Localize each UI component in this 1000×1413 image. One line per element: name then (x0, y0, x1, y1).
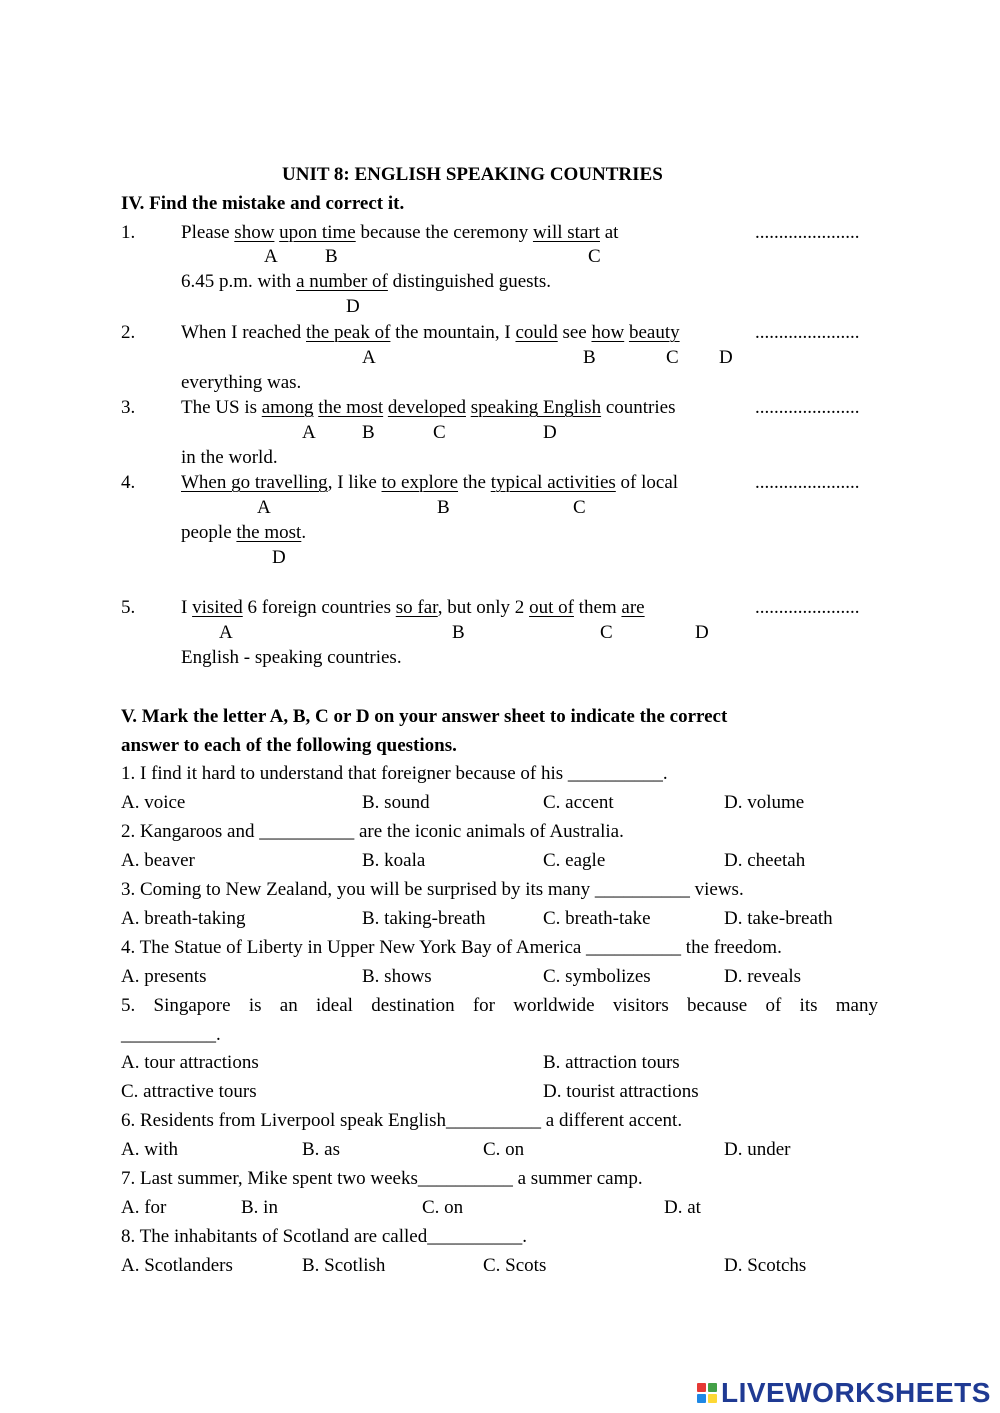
iv-q4-answer-blank[interactable]: ...................... (755, 472, 860, 493)
label-c: C (588, 246, 601, 267)
v-q4-option-a[interactable]: A. presents (121, 966, 207, 987)
v-q1-option-c[interactable]: C. accent (543, 792, 614, 813)
iv-q4-line1 (181, 473, 678, 492)
option-d-underlined: are (621, 597, 645, 618)
v-q4-option-c[interactable]: C. symbolizes (543, 966, 651, 987)
label-b: B (452, 622, 465, 643)
v-q6-text: 6. Residents from Liverpool speak English__________ a different accent. (121, 1110, 683, 1131)
v-q8-option-c[interactable]: C. Scots (483, 1255, 547, 1276)
v-q5-option-d[interactable]: D. tourist attractions (543, 1081, 699, 1102)
section-v-heading-line2: answer to each of the following questions. (121, 735, 457, 756)
v-q7-option-b[interactable]: B. in (241, 1197, 278, 1218)
text: them (573, 597, 622, 618)
iv-q4-number: 4. (121, 472, 136, 493)
label-d: D (346, 296, 360, 317)
logo-square (708, 1394, 717, 1403)
option-c-underlined: will start (532, 222, 600, 243)
option-b-underlined: upon time (279, 222, 356, 243)
liveworksheets-logo-text: LIVEWORKSHEETS (721, 1377, 991, 1408)
label-b: B (362, 422, 375, 443)
label-d: D (719, 347, 733, 368)
option-d-underlined: beauty (628, 322, 680, 343)
v-q5-option-c[interactable]: C. attractive tours (121, 1081, 257, 1102)
v-q5-text-line1: 5. Singapore is an ideal destination for worldwide visitors because of its many (121, 995, 878, 1016)
v-q1-option-b[interactable]: B. sound (362, 792, 430, 813)
v-q7-text: 7. Last summer, Mike spent two weeks__________ a summer camp. (121, 1168, 643, 1189)
v-q1-option-a[interactable]: A. voice (121, 792, 186, 813)
text: The US is (181, 397, 262, 418)
v-q5-text-line2: __________. (121, 1024, 221, 1045)
iv-q1-line1 (181, 223, 618, 242)
text: at (599, 222, 619, 243)
option-b-underlined: to explore (381, 472, 459, 493)
v-q8-option-d[interactable]: D. Scotchs (724, 1255, 807, 1276)
iv-q5-line2: English - speaking countries. (181, 647, 402, 668)
iv-q4-line2 (181, 523, 306, 542)
v-q2-option-a[interactable]: A. beaver (121, 850, 195, 871)
option-c-underlined: typical activities (490, 472, 616, 493)
text: I (181, 597, 193, 618)
v-q5-option-b[interactable]: B. attraction tours (543, 1052, 680, 1073)
iv-q2-line1 (181, 323, 680, 342)
v-q3-option-a[interactable]: A. breath-taking (121, 908, 246, 929)
v-q6-option-a[interactable]: A. with (121, 1139, 178, 1160)
label-d: D (695, 622, 709, 643)
v-q4-option-b[interactable]: B. shows (362, 966, 432, 987)
iv-q3-line1 (181, 398, 675, 417)
page-title: UNIT 8: ENGLISH SPEAKING COUNTRIES (282, 164, 663, 185)
option-c-underlined: out of (529, 597, 574, 618)
v-q8-text: 8. The inhabitants of Scotland are called__________. (121, 1226, 527, 1247)
option-c-underlined: developed (387, 397, 466, 418)
v-q3-option-c[interactable]: C. breath-take (543, 908, 651, 929)
option-c-underlined: how (591, 322, 625, 343)
v-q5-option-a[interactable]: A. tour attractions (121, 1052, 259, 1073)
text: people (181, 522, 237, 543)
iv-q1-number: 1. (121, 222, 136, 243)
v-q7-option-d[interactable]: D. at (664, 1197, 701, 1218)
logo-square (697, 1394, 706, 1403)
v-q3-option-b[interactable]: B. taking-breath (362, 908, 486, 929)
v-q2-option-c[interactable]: C. eagle (543, 850, 606, 871)
v-q2-option-b[interactable]: B. koala (362, 850, 426, 871)
label-a: A (264, 246, 278, 267)
text: . (301, 522, 307, 543)
option-b-underlined: could (515, 322, 558, 343)
label-d: D (543, 422, 557, 443)
section-iv-heading: IV. Find the mistake and correct it. (121, 193, 405, 214)
text: , I like (327, 472, 382, 493)
option-a-underlined: show (234, 222, 275, 243)
label-a: A (219, 622, 233, 643)
option-d-underlined: the most (236, 522, 302, 543)
text: distinguished guests. (387, 271, 551, 292)
v-q2-option-d[interactable]: D. cheetah (724, 850, 806, 871)
v-q6-option-d[interactable]: D. under (724, 1139, 791, 1160)
logo-square (697, 1383, 706, 1392)
option-a-underlined: visited (192, 597, 243, 618)
v-q6-option-b[interactable]: B. as (302, 1139, 340, 1160)
label-a: A (257, 497, 271, 518)
iv-q5-answer-blank[interactable]: ...................... (755, 597, 860, 618)
text: Please (181, 222, 235, 243)
v-q3-option-d[interactable]: D. take-breath (724, 908, 833, 929)
text: 6.45 p.m. with (181, 271, 297, 292)
text: because the ceremony (355, 222, 533, 243)
v-q7-option-c[interactable]: C. on (422, 1197, 464, 1218)
label-b: B (437, 497, 450, 518)
option-a-underlined: the peak of (306, 322, 391, 343)
v-q6-option-c[interactable]: C. on (483, 1139, 525, 1160)
option-a-underlined: among (261, 397, 314, 418)
text: countries (601, 397, 676, 418)
text: When I reached (181, 322, 307, 343)
label-c: C (666, 347, 679, 368)
iv-q2-line2: everything was. (181, 372, 302, 393)
label-b: B (583, 347, 596, 368)
option-b-underlined: the most (318, 397, 384, 418)
label-d: D (272, 547, 286, 568)
logo-square (708, 1383, 717, 1392)
v-q1-text: 1. I find it hard to understand that foreigner because of his __________. (121, 763, 668, 784)
iv-q5-number: 5. (121, 597, 136, 618)
label-b: B (325, 246, 338, 267)
option-d-underlined: speaking English (470, 397, 602, 418)
iv-q5-line1 (181, 598, 645, 617)
option-b-underlined: so far (395, 597, 438, 618)
iv-q2-answer-blank[interactable]: ...................... (755, 322, 860, 343)
v-q3-text: 3. Coming to New Zealand, you will be surprised by its many __________ views. (121, 879, 744, 900)
option-a-underlined: When go travelling (181, 472, 328, 493)
v-q2-text: 2. Kangaroos and __________ are the iconic animals of Australia. (121, 821, 624, 842)
label-a: A (302, 422, 316, 443)
iv-q1-answer-blank[interactable]: ...................... (755, 222, 860, 243)
text: , but only 2 (437, 597, 530, 618)
label-c: C (600, 622, 613, 643)
iv-q3-number: 3. (121, 397, 136, 418)
option-d-underlined: a number of (296, 271, 388, 292)
label-c: C (433, 422, 446, 443)
text: the (458, 472, 491, 493)
text: see (557, 322, 592, 343)
v-q8-option-a[interactable]: A. Scotlanders (121, 1255, 233, 1276)
liveworksheets-logo-icon (697, 1383, 717, 1403)
iv-q2-number: 2. (121, 322, 136, 343)
v-q1-option-d[interactable]: D. volume (724, 792, 805, 813)
label-a: A (362, 347, 376, 368)
label-c: C (573, 497, 586, 518)
iv-q3-line2: in the world. (181, 447, 278, 468)
v-q8-option-b[interactable]: B. Scotlish (302, 1255, 386, 1276)
v-q7-option-a[interactable]: A. for (121, 1197, 167, 1218)
v-q4-text: 4. The Statue of Liberty in Upper New York Bay of America __________ the freedom. (121, 937, 782, 958)
section-v-heading-line1: V. Mark the letter A, B, C or D on your answer sheet to indicate the correct (121, 706, 728, 727)
text: the mountain, I (390, 322, 516, 343)
text: 6 foreign countries (242, 597, 396, 618)
iv-q3-answer-blank[interactable]: ...................... (755, 397, 860, 418)
text: of local (615, 472, 679, 493)
liveworksheets-logo (697, 1376, 991, 1410)
v-q4-option-d[interactable]: D. reveals (724, 966, 802, 987)
iv-q1-line2 (181, 272, 551, 291)
